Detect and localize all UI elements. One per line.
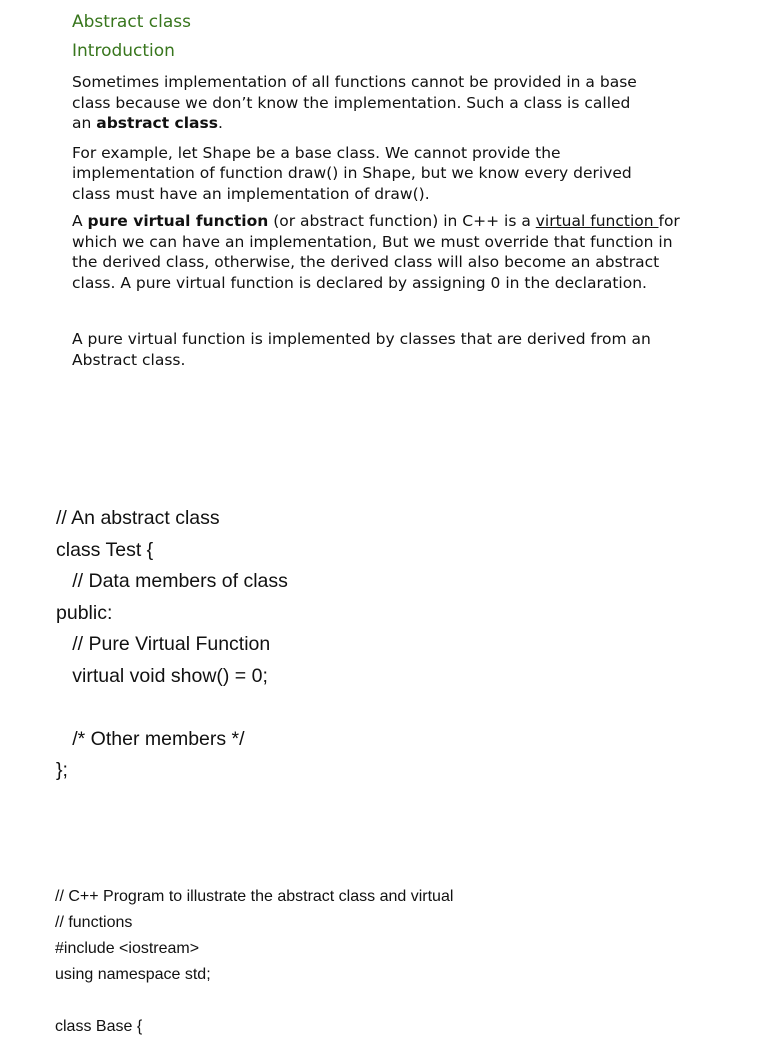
paragraph-line: For example, let Shape be a base class. We cannot provide the — [72, 143, 561, 162]
paragraph-line: class because we don’t know the implementation. Such a class is called — [72, 93, 631, 112]
code-line: #include <iostream> — [55, 940, 200, 957]
paragraph-line: the derived class, otherwise, the derived class will also become an abstract — [72, 253, 660, 271]
code-snippet-program — [55, 884, 453, 1040]
code-line: // Data members of class — [56, 570, 288, 592]
code-line: using namespace std; — [55, 966, 211, 983]
section-heading: Introduction — [72, 41, 175, 61]
code-snippet-abstract-class — [56, 503, 288, 787]
code-line: // functions — [55, 914, 133, 931]
paragraph-line: class must have an implementation of draw(). — [72, 184, 430, 203]
paragraph-line: which we can have an implementation, But we must override that function in — [72, 232, 673, 251]
paragraph-line: Abstract class. — [72, 350, 186, 369]
paragraph-implementation — [72, 329, 712, 370]
code-line: class Test { — [56, 538, 154, 561]
paragraph-line: implementation of function draw() in Shape, but we know every derived — [72, 164, 632, 182]
page-title: Abstract class — [72, 12, 191, 32]
text-run: for — [658, 212, 680, 230]
code-line: public: — [56, 601, 113, 624]
text-run: . — [217, 114, 223, 132]
code-line: class Base { — [55, 1018, 143, 1035]
code-line: // Pure Virtual Function — [56, 633, 271, 655]
paragraph-intro — [72, 72, 712, 134]
paragraph-line: Sometimes implementation of all functions cannot be provided in a base — [72, 73, 637, 91]
code-line: // An abstract class — [56, 507, 220, 529]
code-line: virtual void show() = 0; — [56, 664, 268, 687]
text-run: A — [72, 212, 88, 230]
paragraph-line: class. A pure virtual function is declared by assigning 0 in the declaration. — [72, 273, 647, 292]
paragraph-example — [72, 143, 712, 205]
article-body — [72, 8, 712, 370]
paragraph-pure-virtual — [72, 211, 712, 293]
text-run: (or abstract function) in C++ is a — [268, 212, 536, 230]
code-line: /* Other members */ — [56, 727, 245, 750]
paragraph-line: A pure virtual function is implemented by classes that are derived from an — [72, 330, 651, 348]
virtual-function-link[interactable]: virtual function — [535, 212, 659, 230]
bold-term-pure-virtual-function: pure virtual function — [87, 212, 269, 230]
paragraph-line — [72, 211, 712, 232]
code-line: // C++ Program to illustrate the abstract class and virtual — [55, 888, 454, 905]
code-line — [55, 988, 453, 1014]
paragraph-line — [72, 113, 712, 134]
code-line: }; — [56, 759, 68, 781]
code-line — [56, 692, 288, 724]
text-run: an — [72, 114, 97, 132]
bold-term-abstract-class: abstract class — [96, 114, 218, 132]
